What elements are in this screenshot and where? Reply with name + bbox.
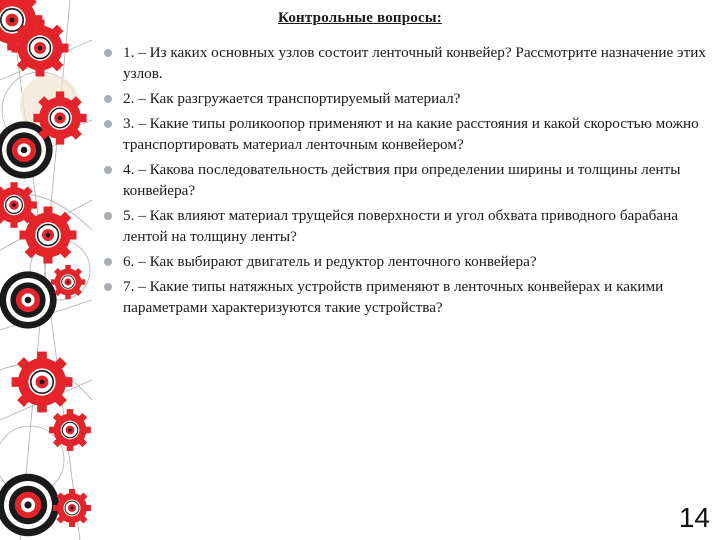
- list-item: [104, 251, 714, 272]
- question-text: 2. – Как разгружается транспортируемый материал?: [123, 90, 461, 107]
- list-item: [104, 276, 714, 318]
- bullet-icon: [104, 120, 112, 128]
- question-text: 1. – Из каких основных узлов состоит ленточный конвейер? Рассмотрите назначение этих узлов.: [123, 44, 706, 82]
- list-item: [104, 88, 714, 109]
- question-text: 3. – Какие типы роликоопор применяют и на какие расстояния и какой скоростью можно транспортировать материал ленточным конвейером?: [123, 115, 699, 153]
- list-item: [104, 205, 714, 247]
- bullet-icon: [104, 95, 112, 103]
- bullet-icon: [104, 166, 112, 174]
- bullet-icon: [104, 258, 112, 266]
- question-text: 7. – Какие типы натяжных устройств применяют в ленточных конвейерах и какими параметрами характеризуются такие устройства?: [123, 278, 664, 316]
- list-item: [104, 159, 714, 201]
- bullet-icon: [104, 212, 112, 220]
- question-text: 6. – Как выбирают двигатель и редуктор ленточного конвейера?: [123, 253, 537, 270]
- question-list: [104, 42, 714, 322]
- list-item: [104, 42, 714, 84]
- question-text: 4. – Какова последовательность действия при определении ширины и толщины ленты конвейера?: [123, 161, 681, 199]
- bullet-icon: [104, 283, 112, 291]
- question-text: 5. – Как влияют материал трущейся поверхности и угол обхвата приводного барабана лентой на толщину ленты?: [123, 207, 678, 245]
- list-item: [104, 113, 714, 155]
- gear-decoration: [0, 0, 92, 540]
- bullet-icon: [104, 49, 112, 57]
- page-number: 14: [678, 502, 710, 533]
- slide-title: Контрольные вопросы:: [278, 10, 442, 26]
